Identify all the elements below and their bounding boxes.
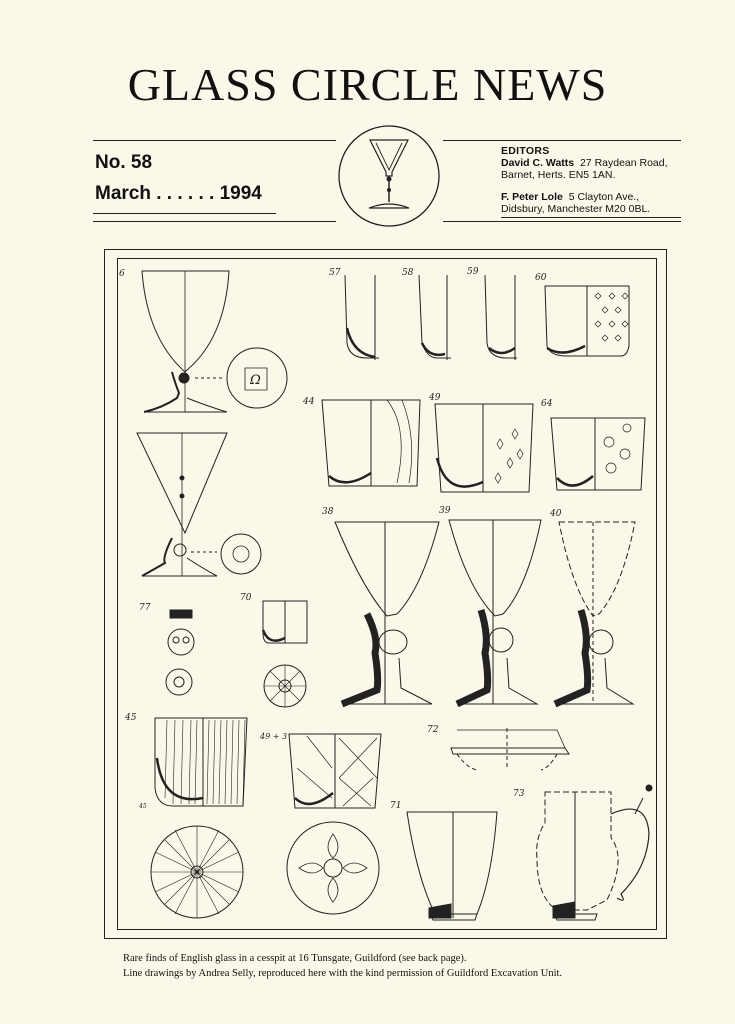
masthead-title: GLASS CIRCLE NEWS	[127, 59, 608, 110]
caption-line1: Rare finds of English glass in a cesspit at 16 Tunsgate, Guildford (see back page).	[123, 953, 467, 964]
item-number-40: 40	[550, 509, 562, 519]
editor1-name: David C. Watts	[501, 157, 575, 169]
item-number-49-3: 49 + 3	[260, 732, 288, 741]
caption-line2: Line drawings by Andrea Selly, reproduced here with the kind permission of Guildford Excavation Unit.	[123, 968, 563, 979]
item-number-72: 72	[427, 725, 439, 735]
date-underline	[93, 213, 276, 214]
glass-drawings-plate	[117, 258, 657, 930]
editors-heading: EDITORS	[501, 145, 550, 157]
editor2-name: F. Peter Lole	[501, 191, 563, 203]
item-number-45: 45	[125, 713, 137, 723]
editors-underline	[501, 217, 681, 218]
editors-block	[501, 145, 668, 215]
issue-number: No. 58	[95, 152, 153, 173]
editor1-address-line1: 27 Raydean Road,	[579, 157, 668, 169]
header-rule-right-top	[443, 140, 681, 141]
beakers-row1	[345, 275, 629, 360]
item-number-38: 38	[322, 507, 334, 517]
item-number-70: 70	[240, 593, 252, 603]
header-rule-right-bottom	[443, 221, 681, 222]
glass-70	[263, 601, 307, 707]
glass-45	[151, 718, 247, 918]
item-number-6: 6	[119, 269, 125, 279]
header-rule-left-top	[93, 140, 336, 141]
wine-glass-icon	[337, 124, 441, 228]
glass-goblet-2	[137, 433, 261, 576]
item-number-58: 58	[402, 268, 414, 278]
editor2-address-line1: 5 Clayton Ave.,	[568, 191, 640, 203]
glass-49-3	[287, 734, 381, 914]
item-number-71: 71	[390, 801, 402, 811]
beakers-row2	[322, 400, 645, 492]
item-number-57: 57	[329, 268, 341, 278]
item-number-77: 77	[139, 603, 151, 613]
item-number-64: 64	[541, 399, 553, 409]
header-rule-left-bottom	[93, 221, 336, 222]
glass-6	[142, 271, 287, 412]
item-number-44: 44	[303, 397, 315, 407]
figure-caption	[123, 951, 562, 981]
editor2-address-line2: Didsbury, Manchester M20 0BL.	[501, 203, 651, 215]
glass-71	[407, 812, 497, 920]
item-number-73: 73	[513, 789, 525, 799]
item-number-60: 60	[535, 273, 547, 283]
item-number-59: 59	[467, 267, 479, 277]
issue-date: March . . . . . . 1994	[95, 183, 262, 204]
glass-73	[537, 785, 652, 920]
svg-text:Ω: Ω	[250, 373, 261, 388]
goblets-38-40	[335, 520, 635, 704]
editor1-address-line2: Barnet, Herts. EN5 1AN.	[501, 169, 616, 181]
fragments-77	[166, 610, 194, 695]
glass-72	[451, 728, 569, 770]
item-number-39: 39	[439, 506, 451, 516]
item-number-45-small: 45	[139, 803, 147, 810]
item-number-49: 49	[429, 393, 441, 403]
